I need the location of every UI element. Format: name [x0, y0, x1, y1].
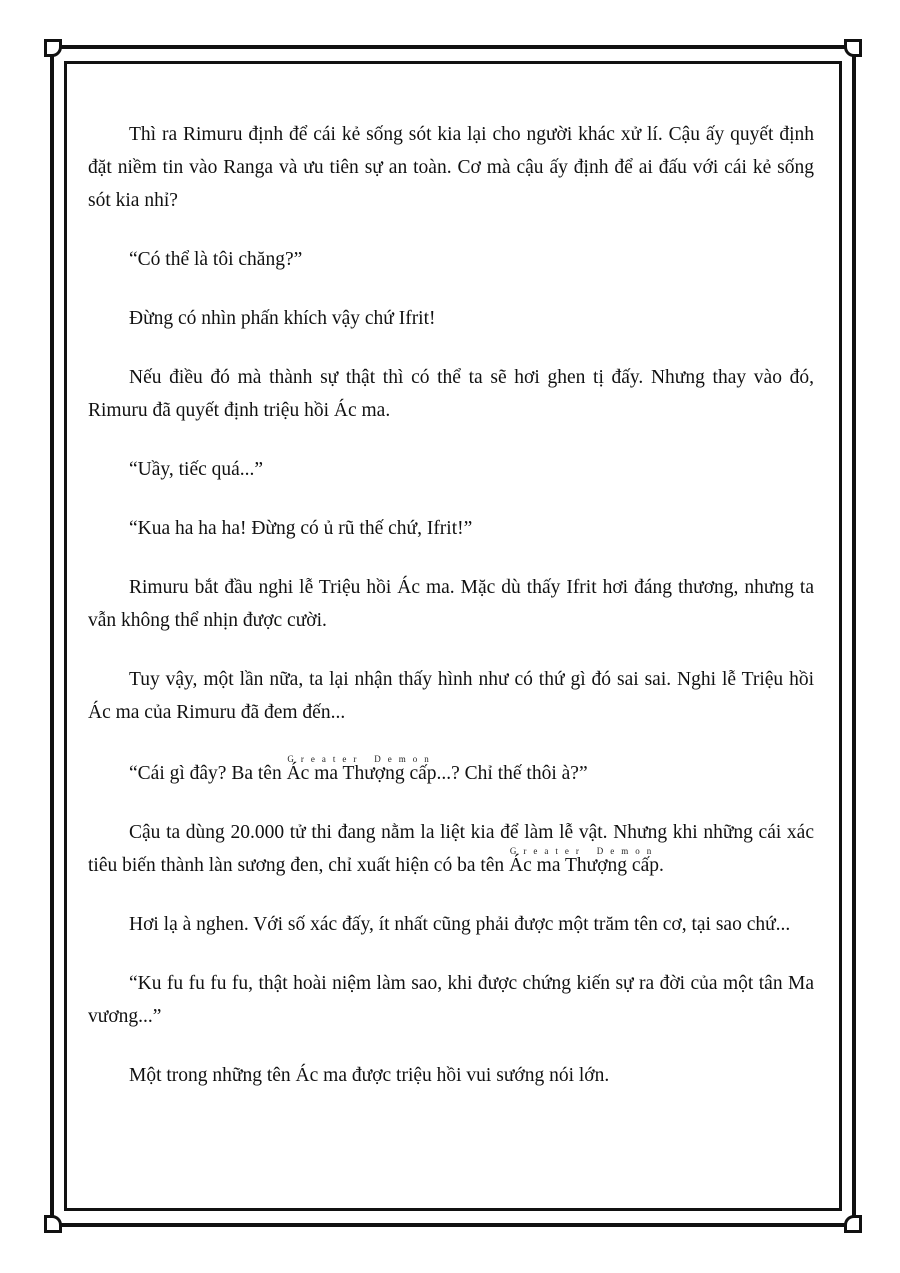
border-corner-bottom-left: [44, 1215, 62, 1233]
dialogue-line: “Ku fu fu fu fu, thật hoài niệm làm sao, khi được chứng kiến sự ra đời của một tân Ma vương...”: [88, 973, 814, 1027]
ruby-annotation: Greater Demon: [286, 754, 437, 764]
paragraph: Nếu điều đó mà thành sự thật thì có thể ta sẽ hơi ghen tị đấy. Nhưng thay vào đó, Rimuru đã quyết định triệu hồi Ác ma.: [88, 367, 814, 421]
ruby-base: Ác ma Thượng cấp: [286, 763, 437, 784]
story-text: [88, 118, 814, 1118]
dialogue-line: [88, 755, 814, 790]
dialogue-line: “Có thể là tôi chăng?”: [129, 249, 303, 270]
paragraph: Rimuru bắt đầu nghi lễ Triệu hồi Ác ma. Mặc dù thấy Ifrit hơi đáng thương, nhưng ta vẫn không thể nhịn được cười.: [88, 577, 814, 631]
text-segment: .: [659, 855, 664, 876]
paragraph: [88, 816, 814, 882]
dialogue-line: “Kua ha ha ha! Đừng có ủ rũ thế chứ, Ifrit!”: [129, 518, 473, 539]
text-segment: Cậu ta dùng 20.000 tử thi đang nằm la liệt kia để làm lễ vật. Nhưng khi những cái xác tiêu biến thành làn sương đen, chỉ xuất hiện có ba tên: [88, 822, 814, 876]
text-segment: ...? Chỉ thế thôi à?”: [436, 763, 588, 784]
paragraph: Thì ra Rimuru định để cái kẻ sống sót kia lại cho người khác xử lí. Cậu ấy quyết định đặt niềm tin vào Ranga và ưu tiên sự an toàn. Cơ mà cậu ấy định để ai đấu với cái kẻ sống sót kia nhỉ?: [88, 124, 814, 211]
text-segment: “Cái gì đây? Ba tên: [129, 763, 287, 784]
paragraph: Đừng có nhìn phấn khích vậy chứ Ifrit!: [129, 308, 436, 329]
ruby-annotation: Greater Demon: [509, 846, 659, 856]
ruby-base: Ác ma Thượng cấp: [509, 855, 659, 876]
dialogue-line: “Uầy, tiếc quá...”: [129, 459, 264, 480]
border-corner-bottom-right: [844, 1215, 862, 1233]
furigana-term: [509, 846, 659, 876]
border-corner-top-right: [844, 39, 862, 57]
paragraph: Một trong những tên Ác ma được triệu hồi vui sướng nói lớn.: [129, 1065, 610, 1086]
paragraph: Tuy vậy, một lần nữa, ta lại nhận thấy hình như có thứ gì đó sai sai. Nghi lễ Triệu hồi Ác ma của Rimuru đã đem đến...: [88, 669, 814, 723]
paragraph: Hơi lạ à nghen. Với số xác đấy, ít nhất cũng phải được một trăm tên cơ, tại sao chứ...: [129, 914, 791, 935]
furigana-term: [286, 754, 437, 784]
